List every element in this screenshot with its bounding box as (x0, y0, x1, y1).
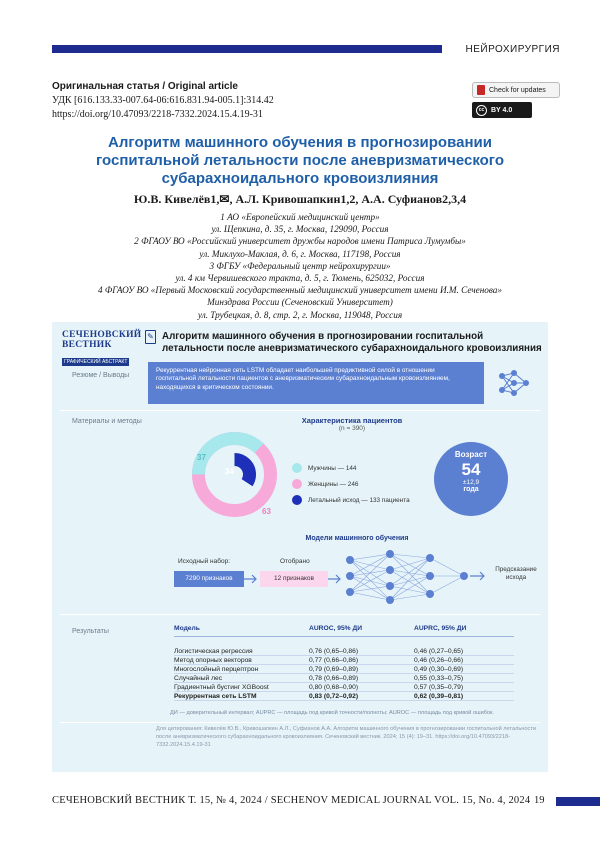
affiliation-line: 4 ФГАОУ ВО «Первый Московский государственный медицинский университет имени И.М. Сеченова» (98, 285, 502, 296)
table-cell: 0,77 (0,66–0,86) (309, 657, 359, 664)
table-cell: 0,80 (0,68–0,90) (309, 684, 359, 691)
divider (60, 614, 540, 615)
table-cell: Многослойный перцептрон (174, 666, 259, 673)
table-row (174, 647, 514, 656)
footer-accent-bar (556, 797, 600, 806)
table-cell: Градиентный бустинг XGBoost (174, 684, 269, 691)
table-cell: 0,83 (0,72–0,92) (309, 693, 359, 700)
article-title (80, 134, 520, 188)
top-accent-bar (52, 45, 442, 53)
citation: Для цитирования: Кивелёв Ю.В., Кривошапкин А.Л., Суфианов А.А. Алгоритм машинного обучения в прогнозировании госпитальной летальности после аневризматического субарахноидального кровоизлияния. Сеченовский вестник. 2024; 15 (4): 19–31. https://doi.org/10.47093/2218-7332.2024.15.4.19-31 (156, 726, 536, 748)
table-row (174, 656, 514, 665)
legend-item (292, 492, 410, 508)
authors: Ю.В. Кивелёв1,✉, А.Л. Кривошапкин1,2, А.А. Суфианов2,3,4 (133, 192, 467, 206)
table-cell: 0,62 (0,39–0,81) (414, 693, 464, 700)
affiliation-line: ул. Трубецкая, д. 8, стр. 2, г. Москва, 119048, Россия (197, 309, 403, 320)
patients-title: Характеристика пациентов (301, 416, 403, 425)
title-line: субарахноидального кровоизлияния (161, 170, 439, 187)
model-pipeline (164, 544, 544, 604)
resume-box: Рекуррентная нейронная сеть LSTM обладает наибольшей предиктивной силой в отношении госпитальной летальности пациентов с аневризматическим субарахноидальным кровоизлиянием, находящихся в критическом состоянии. (148, 362, 484, 404)
table-cell: 0,79 (0,69–0,89) (309, 666, 359, 673)
cc-license-badge[interactable] (472, 102, 532, 118)
table-cell: Метод опорных векторов (174, 657, 252, 664)
header-cell: Модель (174, 625, 200, 632)
table-row (174, 692, 514, 701)
affiliation-line: 3 ФГБУ «Федеральный центр нейрохирургии» (209, 260, 391, 271)
table-row (174, 683, 514, 692)
neural-network-icon (498, 368, 530, 398)
table-cell: 0,49 (0,30–0,69) (414, 666, 464, 673)
donut-label-men: 37 (197, 453, 206, 462)
legend-dot (292, 463, 302, 473)
age-label: Возраст (454, 450, 488, 459)
check-for-updates-label: Check for updates (489, 86, 546, 94)
check-for-updates-button[interactable] (472, 82, 560, 98)
bookmark-icon (477, 85, 485, 95)
legend-item (292, 476, 410, 492)
pencil-icon: ✎ (145, 330, 156, 344)
article-meta (52, 80, 274, 122)
legend-dot (292, 495, 302, 505)
table-header (174, 625, 514, 637)
table-cell: Рекуррентная сеть LSTM (174, 693, 257, 700)
table-cell: 0,78 (0,66–0,89) (309, 675, 359, 682)
affiliation-line: Минздрава России (Сеченовский Университет) (207, 297, 393, 308)
arrow-icon (244, 574, 260, 584)
table-cell: 0,46 (0,26–0,66) (414, 657, 464, 664)
table-cell: 0,76 (0,65–0,86) (309, 648, 359, 655)
legend-label: Женщины — 246 (308, 480, 359, 488)
table-cell: Случайный лес (174, 675, 223, 682)
header-cell: AUROC, 95% ДИ (309, 625, 363, 632)
cc-icon: cc (476, 105, 487, 116)
title-line: госпитальной летальности после аневризматического (95, 152, 505, 169)
age-value: 54 (461, 460, 481, 479)
abstract-title: Алгоритм машинного обучения в прогнозировании госпитальной летальности после аневризматического субарахноидального кровоизлияния (162, 331, 542, 354)
table-cell: Логистическая регрессия (174, 648, 253, 655)
age-sd: ±12,9 (462, 479, 480, 486)
legend-label: Мужчины — 144 (308, 464, 357, 472)
abstract-header (52, 322, 548, 364)
affiliations (0, 211, 600, 321)
selected-box: 12 признаков (260, 571, 328, 587)
table-row (174, 665, 514, 674)
age-unit: года (463, 486, 479, 493)
table-cell: 0,57 (0,35–0,79) (414, 684, 464, 691)
brand-line: СЕЧЕНОВСКИЙ (62, 330, 142, 340)
doi-link[interactable]: https://doi.org/10.47093/2218-7332.2024.15.4.19-31 (52, 109, 263, 120)
age-circle (434, 442, 508, 516)
divider (60, 722, 540, 723)
table-row (174, 674, 514, 683)
label-results: Результаты (72, 628, 109, 635)
brand-line: ВЕСТНИК (62, 340, 112, 350)
affiliation-line: ул. 4 км Червишевского тракта, д. 5, г. Тюмень, 625032, Россия (175, 273, 425, 284)
patients-legend (292, 460, 410, 508)
header-cell: AUPRC, 95% ДИ (414, 625, 467, 632)
affiliation-line: 1 АО «Европейский медицинский центр» (220, 212, 380, 222)
neural-network-diagram (342, 548, 492, 606)
title-line: Алгоритм машинного обучения в прогнозировании (108, 134, 492, 151)
donut-label-women: 63 (262, 507, 271, 516)
models-title: Модели машинного обучения (305, 535, 409, 542)
table-cell: 0,46 (0,27–0,65) (414, 648, 464, 655)
patients-count: (n = 390) (338, 425, 366, 432)
footer-journal: СЕЧЕНОВСКИЙ ВЕСТНИК Т. 15, № 4, 2024 / SECHENOV MEDICAL JOURNAL VOL. 15, No. 4, 2024 (52, 795, 531, 806)
legend-item (292, 460, 410, 476)
page-number: 19 (534, 795, 545, 806)
graphic-abstract (52, 322, 548, 772)
license-label: BY 4.0 (491, 106, 513, 114)
brand-tag: ГРАФИЧЕСКИЙ АБСТРАКТ (64, 359, 128, 365)
results-table (174, 625, 514, 701)
section-label: НЕЙРОХИРУРГИЯ (465, 44, 560, 55)
affiliation-line: ул. Щепкина, д. 35, г. Москва, 129090, Россия (211, 224, 389, 235)
prediction-label: Предсказание исхода (495, 566, 537, 581)
table-footnote: ДИ — доверительный интервал; AUPRC — площадь под кривой точности/полноты; AUROC — площадь под кривой ошибок. (170, 710, 495, 716)
label-methods: Материалы и методы (72, 418, 142, 425)
article-type: Оригинальная статья / Original article (52, 81, 238, 92)
table-cell: 0,55 (0,33–0,75) (414, 675, 464, 682)
affiliation-line: 2 ФГАОУ ВО «Российский университет дружбы народов имени Патриса Лумумбы» (134, 236, 466, 247)
patients-donut-chart (192, 432, 277, 517)
divider (60, 410, 540, 411)
affiliation-line: ул. Миклухо-Маклая, д. 6, г. Москва, 117198, Россия (199, 248, 401, 259)
legend-dot (292, 479, 302, 489)
label-resume: Резюме / Выводы (72, 372, 130, 379)
input-box: 7290 признаков (174, 571, 244, 587)
udk-code: УДК [616.133.33-007.64-06:616.831.94-005.1]:314.42 (52, 95, 274, 106)
journal-logo (62, 330, 152, 368)
selected-label: Отобрано (280, 558, 310, 565)
legend-label: Летальный исход — 133 пациента (308, 496, 410, 504)
input-label: Исходный набор: (178, 558, 231, 565)
donut-label-deaths: 34 (225, 467, 234, 476)
badges (472, 82, 560, 118)
